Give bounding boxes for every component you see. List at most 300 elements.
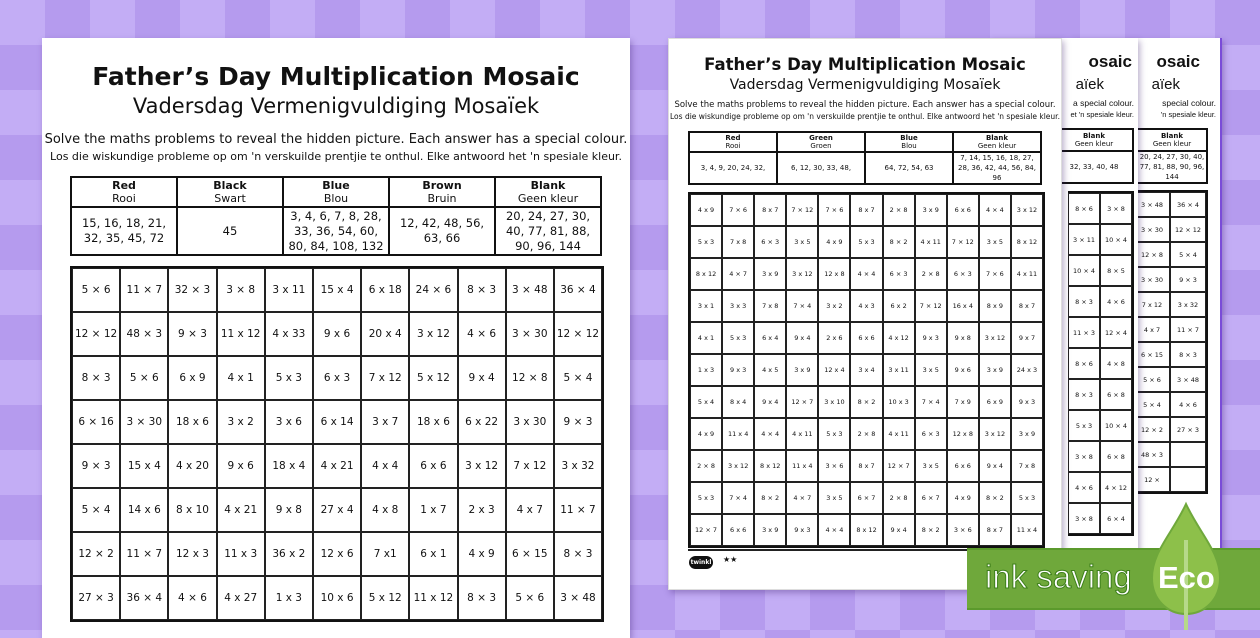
grid-cell: 2 × 8 — [690, 450, 722, 482]
colour-key-table — [1054, 128, 1134, 184]
grid-cell: 18 x 6 — [409, 400, 457, 444]
grid-cell: 12 × 12 — [554, 312, 602, 356]
key-translation: Rooi — [725, 142, 741, 150]
instructions-english-fragment: a special colour. — [1073, 98, 1134, 108]
grid-cell: 12 × 12 — [72, 312, 120, 356]
grid-cell: 27 × 3 — [72, 576, 120, 620]
grid-cell: 1 x 3 — [690, 354, 722, 386]
grid-cell: 24 x 3 — [1011, 354, 1043, 386]
grid-cell: 8 x 7 — [1011, 290, 1043, 322]
grid-cell: 4 x 9 — [458, 532, 506, 576]
key-values: 20, 24, 27, 30, 40, 77, 81, 88, 90, 96, 144 — [495, 207, 601, 255]
grid-cell: 7 x 9 — [947, 386, 979, 418]
key-header — [1055, 129, 1133, 151]
grid-cell: 4 x 5 — [754, 354, 786, 386]
key-header — [1137, 129, 1207, 151]
grid-cell: 4 × 6 — [1068, 472, 1100, 503]
grid-cell: 6 × 3 — [754, 226, 786, 258]
grid-cell: 5 x 3 — [1068, 410, 1100, 441]
grid-cell: 3 x 11 — [265, 268, 313, 312]
grid-cell: 32 × 3 — [168, 268, 216, 312]
grid-cell: 4 × 4 — [850, 258, 882, 290]
grid-cell: 4 × 4 — [979, 194, 1011, 226]
grid-cell: 4 x 11 — [786, 418, 818, 450]
grid-cell: 12 × 8 — [506, 356, 554, 400]
grid-cell: 7 x 8 — [1011, 450, 1043, 482]
ink-saving-label: ink saving — [985, 558, 1132, 595]
key-values: 12, 42, 48, 56, 63, 66 — [389, 207, 495, 255]
grid-cell: 7 × 12 — [947, 226, 979, 258]
grid-cell: 4 × 4 — [754, 418, 786, 450]
grid-cell: 7 x 12 — [361, 356, 409, 400]
grid-cell: 3 × 8 — [1068, 441, 1100, 472]
grid-cell: 3 x 10 — [818, 386, 850, 418]
grid-cell: 3 x 12 — [979, 418, 1011, 450]
grid-cell: 12 × 8 — [1134, 242, 1170, 267]
grid-cell: 12 × 7 — [883, 450, 915, 482]
grid-cell: 4 x 9 — [818, 226, 850, 258]
grid-cell: 6 x 6 — [722, 514, 754, 546]
grid-cell: 4 × 7 — [786, 482, 818, 514]
grid-cell: 4 x 1 — [690, 322, 722, 354]
grid-cell: 4 x 7 — [506, 488, 554, 532]
grid-cell: 4 x 11 — [915, 226, 947, 258]
key-translation: Geen kleur — [517, 192, 579, 205]
grid-cell — [1170, 442, 1206, 467]
grid-cell: 6 x 4 — [754, 322, 786, 354]
key-translation: Geen kleur — [1152, 140, 1192, 148]
grid-cell: 12 × 7 — [786, 386, 818, 418]
grid-cell: 11 x 4 — [722, 418, 754, 450]
key-colour: Black — [213, 179, 247, 192]
grid-cell: 15 x 4 — [313, 268, 361, 312]
grid-cell: 12 x 3 — [168, 532, 216, 576]
grid-cell: 6 x 9 — [979, 386, 1011, 418]
grid-cell: 10 x 3 — [883, 386, 915, 418]
instructions-afrikaans: Los die wiskundige probleme op om 'n verskuilde prentjie te onthul. Elke antwoord het 'n spesiale kleur. — [670, 112, 1060, 121]
grid-cell: 7 x 8 — [722, 226, 754, 258]
grid-cell: 10 × 4 — [1100, 410, 1132, 441]
grid-cell: 9 x 6 — [947, 354, 979, 386]
grid-cell: 7 x 12 — [1134, 292, 1170, 317]
grid-cell: 6 x 6 — [409, 444, 457, 488]
grid-cell: 6 × 15 — [1134, 342, 1170, 367]
key-header — [689, 132, 777, 152]
grid-cell: 36 × 4 — [554, 268, 602, 312]
grid-cell: 10 × 4 — [1068, 255, 1100, 286]
grid-cell: 8 x 10 — [168, 488, 216, 532]
key-colour: Blue — [322, 179, 350, 192]
key-header — [177, 177, 283, 207]
grid-cell: 4 x 11 — [1011, 258, 1043, 290]
grid-cell: 9 x 8 — [947, 322, 979, 354]
grid-cell: 3 × 30 — [506, 312, 554, 356]
grid-cell: 7 x 8 — [754, 290, 786, 322]
grid-cell: 9 x 3 — [1011, 386, 1043, 418]
grid-cell: 11 × 7 — [554, 488, 602, 532]
worksheet-title: Father’s Day Multiplication Mosaic — [92, 62, 580, 91]
grid-cell: 7 × 4 — [915, 386, 947, 418]
grid-cell: 12 × 7 — [690, 514, 722, 546]
grid-cell: 12 × 2 — [72, 532, 120, 576]
grid-cell: 6 × 8 — [1100, 379, 1132, 410]
grid-cell: 36 x 2 — [265, 532, 313, 576]
grid-cell: 4 x 4 — [361, 444, 409, 488]
grid-cell: 12 × — [1134, 467, 1170, 492]
grid-cell: 5 x 12 — [361, 576, 409, 620]
grid-cell: 8 × 3 — [1068, 286, 1100, 317]
grid-cell: 3 x 32 — [1170, 292, 1206, 317]
grid-cell: 11 × 3 — [1068, 317, 1100, 348]
key-values: 32, 33, 40, 48 — [1055, 151, 1133, 183]
key-colour: Red — [725, 134, 741, 142]
grid-cell: 3 × 48 — [554, 576, 602, 620]
grid-cell: 24 × 6 — [409, 268, 457, 312]
grid-cell: 3 x 12 — [409, 312, 457, 356]
grid-cell: 12 × 2 — [1134, 417, 1170, 442]
grid-cell: 48 × 3 — [120, 312, 168, 356]
grid-cell: 12 × 12 — [1170, 217, 1206, 242]
grid-cell: 4 x 20 — [168, 444, 216, 488]
grid-cell: 3 × 8 — [217, 268, 265, 312]
grid-cell: 7 x1 — [361, 532, 409, 576]
grid-cell: 8 × 2 — [883, 226, 915, 258]
key-header — [865, 132, 953, 152]
grid-cell: 6 × 4 — [1100, 503, 1132, 534]
grid-cell: 8 × 6 — [1068, 193, 1100, 224]
grid-cell: 10 x 6 — [313, 576, 361, 620]
grid-cell: 11 x 4 — [1011, 514, 1043, 546]
grid-cell: 15 x 4 — [120, 444, 168, 488]
grid-cell: 3 x 32 — [554, 444, 602, 488]
grid-cell: 5 x 3 — [690, 482, 722, 514]
key-colour: Blank — [985, 134, 1009, 142]
grid-cell: 4 × 8 — [1100, 348, 1132, 379]
key-header — [777, 132, 865, 152]
grid-cell: 8 × 3 — [458, 576, 506, 620]
grid-cell: 1 x 3 — [265, 576, 313, 620]
grid-cell: 5 × 4 — [554, 356, 602, 400]
grid-cell: 7 × 6 — [818, 194, 850, 226]
grid-cell: 5 x 3 — [265, 356, 313, 400]
grid-cell: 8 x 12 — [690, 258, 722, 290]
grid-cell: 8 × 3 — [1068, 379, 1100, 410]
grid-cell: 5 × 6 — [506, 576, 554, 620]
grid-cell: 6 x 3 — [313, 356, 361, 400]
grid-cell: 4 × 7 — [722, 258, 754, 290]
grid-cell: 6 × 7 — [915, 482, 947, 514]
grid-cell: 7 × 6 — [722, 194, 754, 226]
grid-cell: 3 × 48 — [1134, 192, 1170, 217]
grid-cell: 11 x 3 — [217, 532, 265, 576]
grid-cell: 3 x 12 — [979, 322, 1011, 354]
instructions-english-fragment: special colour. — [1162, 98, 1216, 108]
grid-cell: 4 × 12 — [1100, 472, 1132, 503]
key-values: 15, 16, 18, 21, 32, 35, 45, 72 — [71, 207, 177, 255]
grid-cell: 1 x 7 — [409, 488, 457, 532]
key-values: 3, 4, 6, 7, 8, 28, 33, 36, 54, 60, 80, 84, 108, 132 — [283, 207, 389, 255]
grid-cell: 5 x 3 — [690, 226, 722, 258]
grid-cell: 8 × 3 — [72, 356, 120, 400]
grid-cell: 6 x 6 — [947, 450, 979, 482]
grid-cell: 5 x 3 — [1011, 482, 1043, 514]
grid-cell: 3 x 5 — [979, 226, 1011, 258]
grid-cell: 3 x 12 — [1011, 194, 1043, 226]
grid-cell: 5 × 4 — [1134, 392, 1170, 417]
key-values: 20, 24, 27, 30, 40, 77, 81, 88, 90, 96, 144 — [1137, 151, 1207, 183]
worksheet-title-fragment: osaic — [1156, 52, 1200, 71]
grid-cell: 4 x 9 — [690, 418, 722, 450]
grid-cell: 9 x 4 — [979, 450, 1011, 482]
grid-cell: 36 × 4 — [120, 576, 168, 620]
grid-cell: 6 × 3 — [947, 258, 979, 290]
grid-cell: 18 x 6 — [168, 400, 216, 444]
grid-cell: 3 × 48 — [1170, 367, 1206, 392]
key-values: 45 — [177, 207, 283, 255]
grid-cell: 3 x 30 — [506, 400, 554, 444]
grid-cell: 4 x 33 — [265, 312, 313, 356]
grid-cell: 2 × 8 — [883, 482, 915, 514]
grid-cell: 2 × 8 — [915, 258, 947, 290]
grid-cell: 4 x 8 — [361, 488, 409, 532]
grid-cell: 3 x 7 — [361, 400, 409, 444]
key-header — [283, 177, 389, 207]
grid-cell: 6 × 3 — [883, 258, 915, 290]
grid-cell: 14 x 6 — [120, 488, 168, 532]
grid-cell: 11 × 7 — [120, 268, 168, 312]
grid-cell: 8 x 9 — [979, 290, 1011, 322]
key-header-row — [689, 132, 1041, 152]
worksheet-title: Father’s Day Multiplication Mosaic — [704, 55, 1026, 74]
grid-cell: 4 x 9 — [690, 194, 722, 226]
colour-key-table — [688, 131, 1042, 185]
grid-cell: 9 x 4 — [786, 322, 818, 354]
grid-cell: 8 × 3 — [458, 268, 506, 312]
grid-cell: 4 x 11 — [883, 418, 915, 450]
grid-cell: 3 × 30 — [1134, 217, 1170, 242]
grid-cell: 9 × 3 — [554, 400, 602, 444]
key-header — [495, 177, 601, 207]
grid-cell: 3 × 8 — [1100, 193, 1132, 224]
grid-cell: 3 x 9 — [915, 194, 947, 226]
key-colour: Blank — [530, 179, 566, 192]
worksheet-subtitle: Vadersdag Vermenigvuldiging Mosaïek — [729, 77, 1001, 93]
grid-cell: 4 × 6 — [1170, 392, 1206, 417]
grid-cell: 10 × 4 — [1100, 224, 1132, 255]
grid-cell: 4 x 21 — [217, 488, 265, 532]
grid-cell: 6 × 16 — [72, 400, 120, 444]
twinkl-logo: twinkl — [689, 556, 713, 569]
grid-cell: 3 x 2 — [217, 400, 265, 444]
grid-cell: 8 x 4 — [722, 386, 754, 418]
key-colour: Red — [112, 179, 136, 192]
grid-cell: 8 × 2 — [850, 386, 882, 418]
key-colour: Blank — [1082, 132, 1106, 140]
grid-cell: 3 × 6 — [818, 450, 850, 482]
grid-cell: 9 x 3 — [722, 354, 754, 386]
grid-cell: 8 × 2 — [754, 482, 786, 514]
grid-cell: 5 × 4 — [1170, 242, 1206, 267]
grid-cell: 4 × 6 — [458, 312, 506, 356]
colour-key-table — [70, 176, 602, 256]
grid-cell: 5 × 4 — [72, 488, 120, 532]
grid-cell: 8 x 12 — [850, 514, 882, 546]
grid-cell: 3 x 5 — [915, 450, 947, 482]
grid-cell: 9 x 6 — [313, 312, 361, 356]
grid-cell: 3 x 12 — [458, 444, 506, 488]
grid-cell: 9 x 3 — [915, 322, 947, 354]
mosaic-grid — [70, 266, 604, 622]
grid-cell: 8 x 7 — [979, 514, 1011, 546]
key-values-row — [689, 152, 1041, 184]
grid-cell: 9 × 3 — [72, 444, 120, 488]
grid-cell: 6 x 6 — [947, 194, 979, 226]
grid-cell: 4 x 1 — [217, 356, 265, 400]
grid-cell: 6 × 15 — [506, 532, 554, 576]
grid-cell: 6 x 6 — [850, 322, 882, 354]
grid-cell: 8 x 7 — [850, 450, 882, 482]
grid-cell: 9 x 3 — [786, 514, 818, 546]
grid-cell: 7 x 12 — [506, 444, 554, 488]
key-translation: Groen — [810, 142, 832, 150]
key-values-row — [71, 207, 601, 255]
grid-cell: 4 x 3 — [850, 290, 882, 322]
grid-cell: 5 × 6 — [120, 356, 168, 400]
grid-cell: 6 x 2 — [883, 290, 915, 322]
grid-cell: 3 × 8 — [1068, 503, 1100, 534]
grid-cell: 5 x 3 — [722, 322, 754, 354]
key-colour: Green — [809, 134, 833, 142]
mosaic-grid — [1068, 191, 1134, 536]
key-values: 7, 14, 15, 16, 18, 27, 28, 36, 42, 44, 56, 84, 96 — [953, 152, 1041, 184]
grid-cell: 3 x 9 — [786, 354, 818, 386]
instructions-afrikaans: Los die wiskundige probleme op om 'n verskuilde prentjie te onthul. Elke antwoord het 'n spesiale kleur. — [50, 150, 622, 163]
grid-cell: 6 × 7 — [850, 482, 882, 514]
key-header — [389, 177, 495, 207]
grid-cell: 3 x 12 — [722, 450, 754, 482]
grid-cell: 3 x 9 — [1011, 418, 1043, 450]
grid-cell: 3 x 12 — [786, 258, 818, 290]
grid-cell: 3 x 5 — [915, 354, 947, 386]
instructions-english: Solve the maths problems to reveal the hidden picture. Each answer has a special colour. — [674, 100, 1056, 110]
grid-cell: 6 x 18 — [361, 268, 409, 312]
grid-cell: 6 x 1 — [409, 532, 457, 576]
grid-cell: 2 × 8 — [850, 418, 882, 450]
grid-cell: 12 x 6 — [313, 532, 361, 576]
grid-cell: 3 x 2 — [818, 290, 850, 322]
key-values: 3, 4, 9, 20, 24, 32, — [689, 152, 777, 184]
grid-cell: 3 x 1 — [690, 290, 722, 322]
mosaic-grid — [1134, 190, 1208, 494]
grid-cell: 8 x 7 — [754, 194, 786, 226]
grid-cell: 8 x 12 — [754, 450, 786, 482]
colour-key-table — [1136, 128, 1208, 184]
grid-cell: 5 x 3 — [818, 418, 850, 450]
grid-cell: 12 x 8 — [818, 258, 850, 290]
grid-cell: 11 x 12 — [409, 576, 457, 620]
grid-cell: 3 × 30 — [1134, 267, 1170, 292]
grid-cell: 9 x 4 — [883, 514, 915, 546]
grid-cell: 2 x 6 — [818, 322, 850, 354]
key-colour: Brown — [422, 179, 462, 192]
grid-cell: 4 x 9 — [947, 482, 979, 514]
grid-cell: 9 × 3 — [1170, 267, 1206, 292]
grid-cell: 3 x 9 — [754, 514, 786, 546]
grid-cell: 3 x 6 — [265, 400, 313, 444]
worksheet-subtitle: Vadersdag Vermenigvuldiging Mosaïek — [132, 94, 540, 118]
grid-cell: 4 x 7 — [1134, 317, 1170, 342]
grid-cell: 20 x 4 — [361, 312, 409, 356]
grid-cell: 18 x 4 — [265, 444, 313, 488]
instructions-afrikaans-fragment: 'n spesiale kleur. — [1160, 110, 1216, 119]
worksheet-preview-main — [42, 38, 630, 638]
grid-cell: 4 × 6 — [168, 576, 216, 620]
grid-cell: 8 × 6 — [1068, 348, 1100, 379]
grid-cell: 4 x 21 — [313, 444, 361, 488]
grid-cell: 5 × 6 — [1134, 367, 1170, 392]
grid-cell: 4 x 27 — [217, 576, 265, 620]
grid-cell — [1170, 467, 1206, 492]
grid-cell: 2 × 8 — [883, 194, 915, 226]
grid-cell: 3 x 9 — [979, 354, 1011, 386]
key-translation: Bruin — [427, 192, 457, 205]
worksheet-subtitle-fragment: aïek — [1151, 76, 1180, 93]
grid-cell: 6 x 9 — [168, 356, 216, 400]
instructions-afrikaans-fragment: et 'n spesiale kleur. — [1070, 110, 1134, 119]
grid-cell: 3 x 5 — [786, 226, 818, 258]
grid-cell: 9 x 4 — [754, 386, 786, 418]
grid-cell: 12 x 4 — [818, 354, 850, 386]
grid-cell: 27 x 4 — [313, 488, 361, 532]
grid-cell: 7 × 12 — [915, 290, 947, 322]
grid-cell: 4 × 6 — [1100, 286, 1132, 317]
grid-cell: 8 × 2 — [915, 514, 947, 546]
grid-cell: 5 x 3 — [850, 226, 882, 258]
grid-cell: 7 × 6 — [979, 258, 1011, 290]
grid-cell: 9 x 8 — [265, 488, 313, 532]
grid-cell: 48 × 3 — [1134, 442, 1170, 467]
grid-cell: 8 × 3 — [1170, 342, 1206, 367]
rating-stars: ★★ — [723, 555, 738, 564]
key-colour: Blue — [900, 134, 918, 142]
grid-cell: 12 x 8 — [947, 418, 979, 450]
key-values: 6, 12, 30, 33, 48, — [777, 152, 865, 184]
grid-cell: 9 x 6 — [217, 444, 265, 488]
grid-cell: 3 x 4 — [850, 354, 882, 386]
grid-cell: 7 × 12 — [786, 194, 818, 226]
grid-cell: 11 x 12 — [217, 312, 265, 356]
grid-cell: 6 x 22 — [458, 400, 506, 444]
grid-cell: 11 x 4 — [786, 450, 818, 482]
grid-cell: 5 × 6 — [72, 268, 120, 312]
grid-cell: 11 × 7 — [120, 532, 168, 576]
grid-cell: 8 × 5 — [1100, 255, 1132, 286]
grid-cell: 8 x 7 — [850, 194, 882, 226]
key-translation: Geen kleur — [977, 142, 1017, 150]
key-colour: Blank — [1160, 132, 1184, 140]
grid-cell: 12 × 4 — [1100, 317, 1132, 348]
grid-cell: 9 x 7 — [1011, 322, 1043, 354]
grid-cell: 5 x 4 — [690, 386, 722, 418]
grid-cell: 6 x 14 — [313, 400, 361, 444]
grid-cell: 16 x 4 — [947, 290, 979, 322]
grid-cell: 3 × 48 — [506, 268, 554, 312]
grid-cell: 3 × 6 — [947, 514, 979, 546]
grid-cell: 2 x 3 — [458, 488, 506, 532]
grid-cell: 8 × 2 — [979, 482, 1011, 514]
worksheet-title-fragment: osaic — [1088, 52, 1132, 71]
grid-cell: 6 × 3 — [915, 418, 947, 450]
